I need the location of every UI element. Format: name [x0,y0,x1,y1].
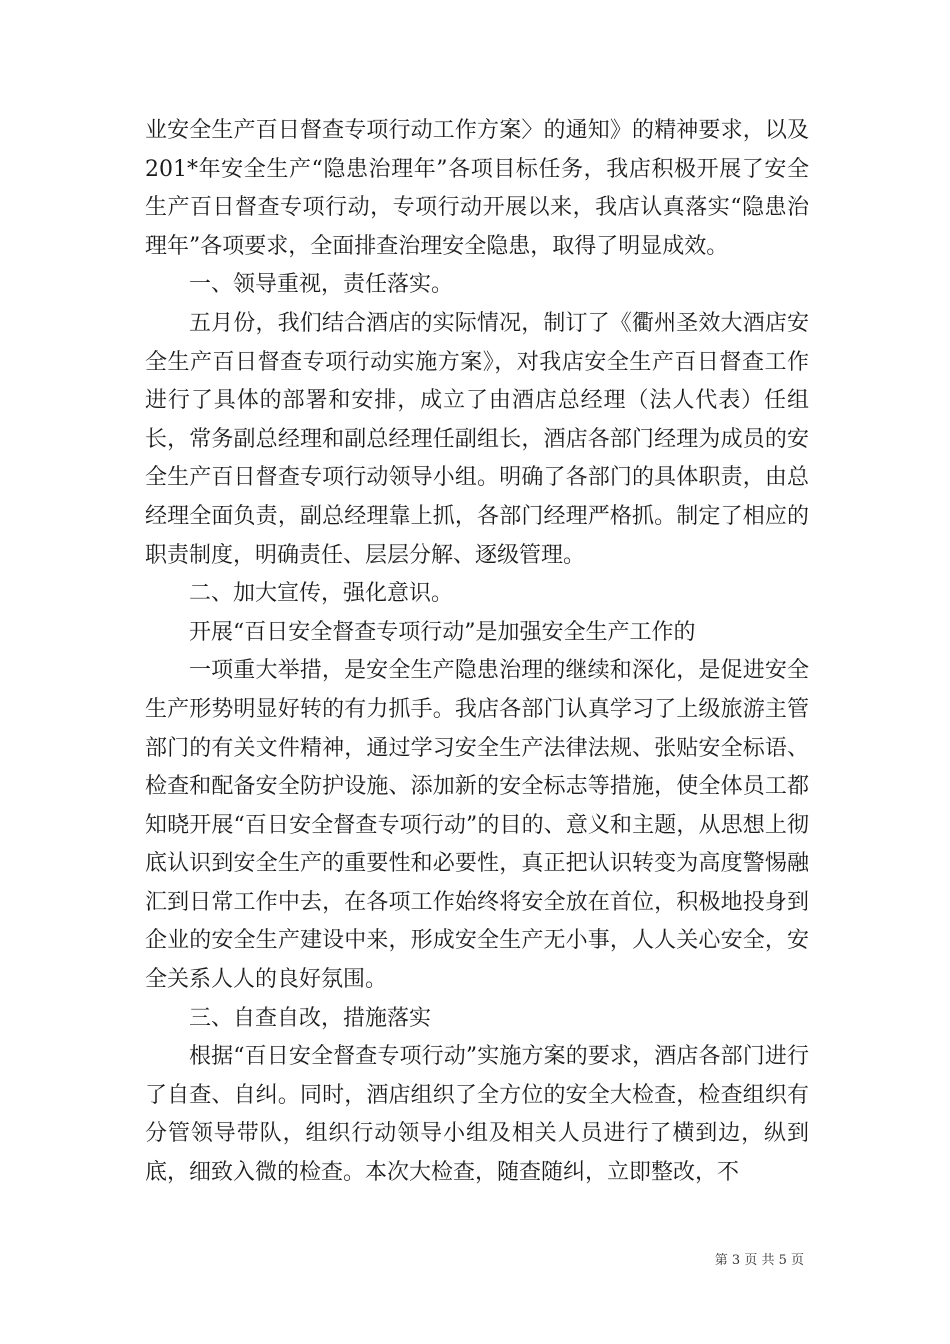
document-body [145,112,809,1193]
paragraph-intro-continued: 业安全生产百日督查专项行动工作方案〉的通知》的精神要求，以及201*年安全生产“隐患治理年”各项目标任务，我店积极开展了安全生产百日督查专项行动，专项行动开展以来，我店认真落实“隐患治理年”各项要求，全面排查治理安全隐患，取得了明显成效。 [145,118,809,259]
section-heading-1: 一、领导重视，责任落实。 [189,272,454,298]
paragraph-section-3: 根据“百日安全督查专项行动”实施方案的要求，酒店各部门进行了自查、自纠。同时，酒店组织了全方位的安全大检查，检查组织有分管领导带队，组织行动领导小组及相关人员进行了横到边，纵到底，细致入微的检查。本次大检查，随查随纠，立即整改，不 [145,1044,809,1186]
section-heading-3: 三、自查自改，措施落实 [189,1005,432,1031]
page-number-footer: 第 3 页 共 5 页 [714,1253,804,1268]
paragraph-section-1: 五月份，我们结合酒店的实际情况，制订了《衢州圣效大酒店安全生产百日督查专项行动实施方案》，对我店安全生产百日督查工作进行了具体的部署和安排，成立了由酒店总经理（法人代表）任组长，常务副总经理和副总经理任副组长，酒店各部门经理为成员的安全生产百日督查专项行动领导小组。明确了各部门的具体职责，由总经理全面负责，副总经理靠上抓，各部门经理严格抓。制定了相应的职责制度，明确责任、层层分解、逐级管理。 [145,310,809,568]
section-heading-2: 二、加大宣传，强化意识。 [189,581,454,607]
paragraph-section-2: 一项重大举措，是安全生产隐患治理的继续和深化，是促进安全生产形势明显好转的有力抓手。我店各部门认真学习了上级旅游主管部门的有关文件精神，通过学习安全生产法律法规、张贴安全标语、检查和配备安全防护设施、添加新的安全标志等措施，使全体员工都知晓开展“百日安全督查专项行动”的目的、意义和主题，从思想上彻底认识到安全生产的重要性和必要性，真正把认识转变为高度警惕融汇到日常工作中去，在各项工作始终将安全放在首位，积极地投身到企业的安全生产建设中来，形成安全生产无小事，人人关心安全，安全关系人人的良好氛围。 [145,658,809,993]
paragraph-section-2-lead: 开展“百日安全督查专项行动”是加强安全生产工作的 [189,619,696,645]
